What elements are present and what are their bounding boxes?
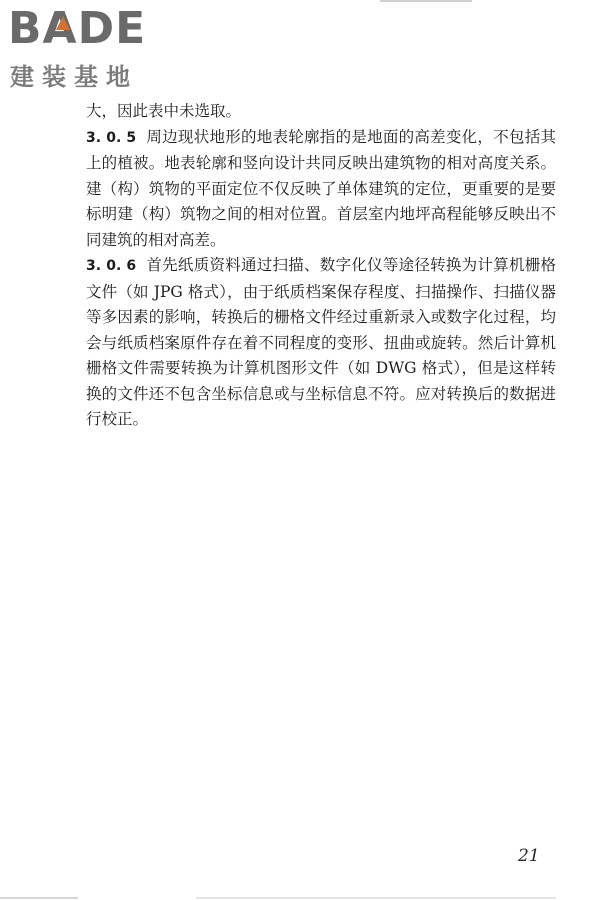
paragraph-text: 首先纸质资料通过扫描、数字化仪等途径转换为计算机栅格文件（如 JPG 格式），由于纸质档案保存程度、扫描操作、扫描仪器等多因素的影响，转换后的栅格文件经过重新录入或数字化过程，均会与纸质档案原件存在着不同程度的变形、扭曲或旋转。然后计算机栅格文件需要转换为计算机图形文件（如 DWG 格式），但是这样转换的文件还不包含坐标信息或与坐标信息不符。应对转换后的数据进行校正。 (86, 256, 556, 428)
logo-accent-triangle (56, 16, 70, 30)
top-divider (380, 0, 472, 2)
bottom-divider-left (0, 897, 78, 899)
paragraph-text: 周边现状地形的地表轮廓指的是地面的高差变化，不包括其上的植被。地表轮廓和竖向设计共同反映出建筑物的相对高度关系。建（构）筑物的平面定位不仅反映了单体建筑的定位，更重要的是要标明建（构）筑物之间的相对位置。首层室内地坪高程能够反映出不同建筑的相对高差。 (86, 127, 556, 249)
bottom-divider-right (196, 897, 556, 899)
paragraph-text: 大，因此表中未选取。 (86, 102, 242, 120)
document-body (86, 99, 556, 433)
bade-logo (8, 3, 178, 92)
logo-chinese-text: 建装基地 (10, 63, 138, 91)
clause-3-0-5 (86, 125, 556, 254)
clause-number: 3. 0. 6 (86, 258, 137, 274)
paragraph-continuation (86, 99, 556, 125)
clause-3-0-6 (86, 253, 556, 433)
clause-number: 3. 0. 5 (86, 129, 137, 146)
logo-wordmark: BADE (8, 3, 147, 54)
page-number: 21 (518, 846, 540, 866)
